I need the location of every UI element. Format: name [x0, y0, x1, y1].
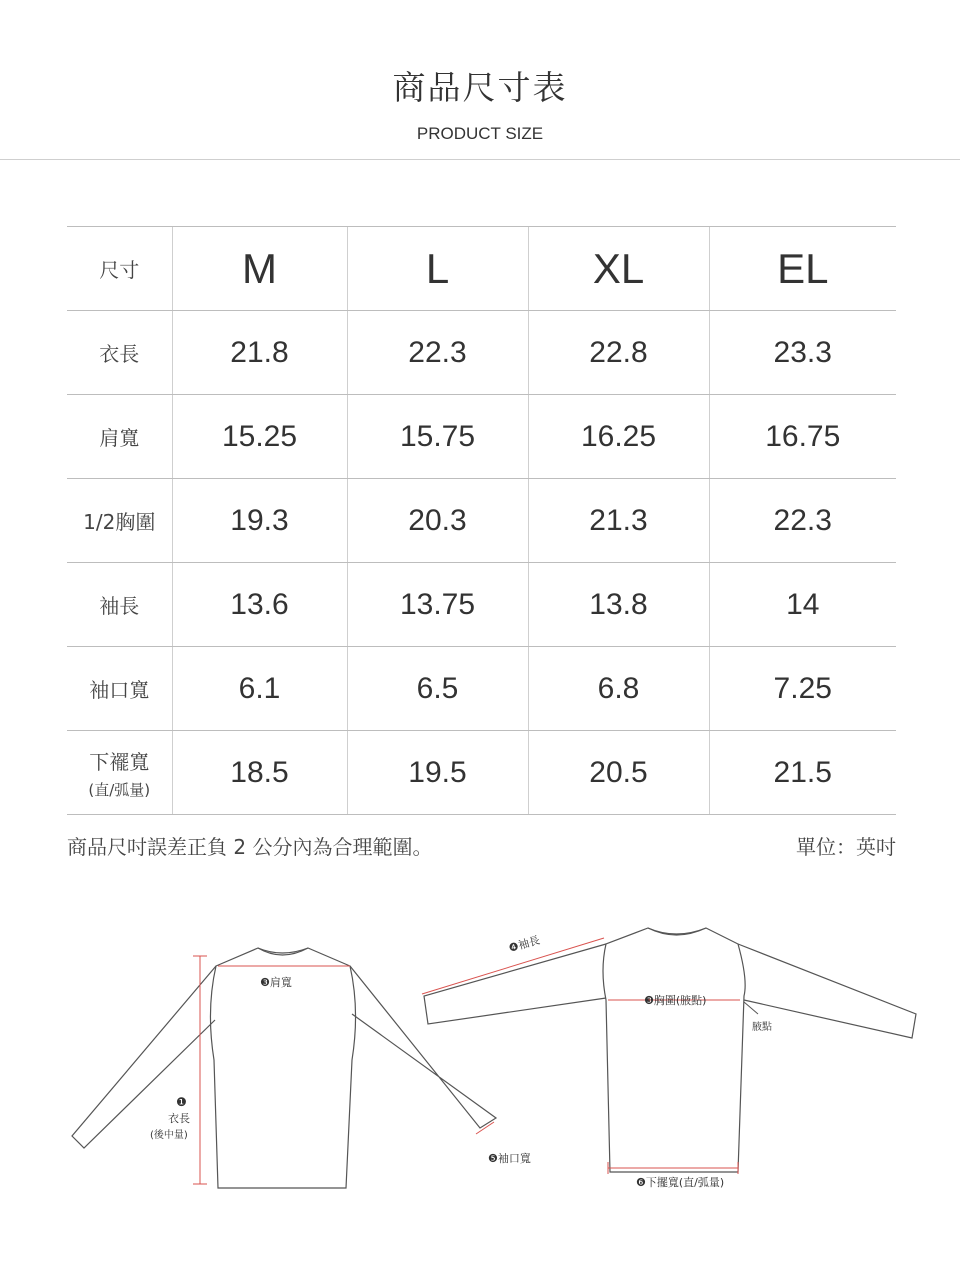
table-cell: 15.75 [347, 395, 528, 479]
table-row [67, 647, 896, 731]
size-header: M [172, 227, 347, 311]
size-header: L [347, 227, 528, 311]
table-header-row [67, 227, 896, 311]
row-label-text: 袖長 [99, 594, 140, 618]
page-title: 商品尺寸表 [392, 68, 568, 107]
table-row [67, 479, 896, 563]
table-cell: 22.3 [709, 479, 896, 563]
table-cell: 16.75 [709, 395, 896, 479]
table-cell: 19.5 [347, 731, 528, 815]
table-cell: 18.5 [172, 731, 347, 815]
row-label [67, 647, 172, 731]
row-label [67, 395, 172, 479]
chest-label: ❸胸圍(腋點) [644, 994, 707, 1007]
row-label [67, 563, 172, 647]
row-label [67, 479, 172, 563]
length-number: ❶ [176, 1095, 187, 1109]
size-header: XL [528, 227, 709, 311]
row-label [67, 731, 172, 815]
length-sub-label: (後中量) [150, 1130, 188, 1141]
row-label-text: 衣長 [99, 342, 140, 366]
table-cell: 21.3 [528, 479, 709, 563]
table-cell: 23.3 [709, 311, 896, 395]
row-label-text: 下襬寬 [89, 749, 150, 774]
table-row [67, 563, 896, 647]
armpit-pointer [744, 1002, 758, 1014]
tolerance-note: 商品尺吋誤差正負 2 公分內為合理範圍。 [67, 835, 433, 859]
table-cell: 19.3 [172, 479, 347, 563]
table-cell: 16.25 [528, 395, 709, 479]
table-cell: 20.3 [347, 479, 528, 563]
row-label-text: 1/2胸圍 [83, 510, 156, 534]
size-header: EL [709, 227, 896, 311]
table-cell: 22.8 [528, 311, 709, 395]
row-label-sub: (直/弧量) [88, 780, 151, 799]
table-cell: 21.8 [172, 311, 347, 395]
table-row [67, 731, 896, 815]
table-row [67, 395, 896, 479]
front-measure-lines [422, 938, 740, 1174]
table-row [67, 311, 896, 395]
table-cell: 6.1 [172, 647, 347, 731]
cuff-width-label: ❺袖口寬 [488, 1152, 531, 1165]
hem-width-label: ❻下擺寬(直/弧量) [636, 1176, 725, 1189]
back-measure-lines [193, 956, 494, 1184]
sleeve-length-label: ❹袖長 [507, 933, 542, 955]
row-label-text: 袖口寬 [89, 678, 150, 702]
table-cell: 21.5 [709, 731, 896, 815]
shoulder-width-label: ❸肩寬 [260, 976, 292, 989]
table-cell: 13.75 [347, 563, 528, 647]
table-cell: 6.8 [528, 647, 709, 731]
corner-label: 尺寸 [67, 227, 172, 311]
measurement-diagram [0, 900, 960, 1200]
table-cell: 15.25 [172, 395, 347, 479]
armpit-label: 腋點 [752, 1022, 772, 1033]
table-cell: 13.8 [528, 563, 709, 647]
unit-label: 單位：英吋 [796, 835, 896, 859]
table-cell: 13.6 [172, 563, 347, 647]
table-cell: 14 [709, 563, 896, 647]
table-cell: 6.5 [347, 647, 528, 731]
table-cell: 22.3 [347, 311, 528, 395]
row-label-text: 肩寬 [99, 426, 140, 450]
divider [0, 159, 960, 160]
row-label [67, 311, 172, 395]
page-subtitle: PRODUCT SIZE [416, 124, 544, 143]
size-table [67, 226, 896, 815]
front-view-shirt [424, 928, 916, 1172]
length-label: 衣長 [168, 1112, 190, 1125]
table-cell: 20.5 [528, 731, 709, 815]
table-cell: 7.25 [709, 647, 896, 731]
